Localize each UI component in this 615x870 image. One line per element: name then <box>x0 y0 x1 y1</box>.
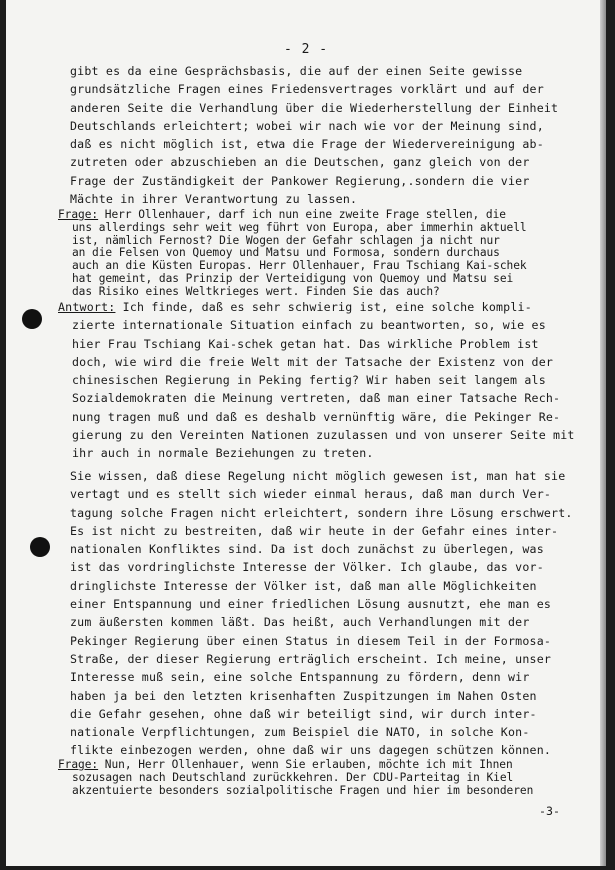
text-line: sozusagen nach Deutschland zurückkehren. Der CDU-Parteitag in Kiel <box>72 770 514 784</box>
text-line <box>58 759 568 772</box>
question-1 <box>58 209 568 299</box>
page-number: - 2 - <box>284 42 329 57</box>
text-line: Sozialdemokraten die Meinung vertreten, daß man einer Tatsache Rech- <box>72 391 561 406</box>
text-line: Interesse muß sein, eine solche Entspannung zu fördern, denn wir <box>70 670 530 685</box>
line-text: Herr Ollenhauer, darf ich nun eine zweite Frage stellen, die <box>98 208 506 221</box>
page-edge-shadow <box>600 0 606 866</box>
text-line: chinesischen Regierung in Peking fertig? Wir haben seit langem als <box>72 373 546 388</box>
speaker-label: Antwort: <box>58 300 116 314</box>
line-text: Ich finde, daß es sehr schwierig ist, eine solche kompli- <box>115 300 532 314</box>
text-line: anderen Seite die Verhandlung über die Wiederherstellung der Einheit <box>70 100 559 115</box>
text-line: hat gemeint, das Prinzip der Verteidigung von Quemoy und Matsu sei <box>72 271 514 285</box>
next-page-marker: -3- <box>539 804 560 818</box>
text-line: Straße, der dieser Regierung erträglich erscheint. Ich meine, unser <box>70 651 552 666</box>
punch-hole <box>22 309 42 329</box>
text-line: Sie wissen, daß diese Regelung nicht möglich gewesen ist, man hat sie <box>70 469 566 483</box>
text-line: uns allerdings sehr weit weg führt von Europa, aber immerhin aktuell <box>72 220 527 234</box>
text-line: das Risiko eines Weltkrieges wert. Finden Sie das auch? <box>72 284 440 298</box>
text-line: Deutschlands erleichtert; wobei wir nach wie vor der Meinung sind, <box>70 118 544 133</box>
text-line: dringlichste Interesse der Völker ist, daß man alle Möglichkeiten <box>70 578 537 593</box>
document-page <box>6 0 606 866</box>
text-line: zierte internationale Situation einfach zu beantworten, so, wie es <box>72 318 546 333</box>
paragraph-2 <box>70 467 580 760</box>
text-line: doch, wie wird die freie Welt mit der Tatsache der Existenz von der <box>72 354 554 369</box>
text-line: zum äußersten kommen läßt. Das heißt, auch Verhandlungen mit der <box>70 615 530 630</box>
text-line: ist, nämlich Fernost? Die Wogen der Gefahr schlagen ja nicht nur <box>72 233 500 247</box>
punch-hole <box>30 537 50 557</box>
text-line <box>58 298 568 316</box>
text-line: Mächte in ihrer Verantwortung zu lassen. <box>70 192 358 207</box>
text-line: haben ja bei den letzten krisenhaften Zuspitzungen im Nahen Osten <box>70 688 537 703</box>
text-line: auch an die Küsten Europas. Herr Ollenhauer, Frau Tschiang Kai-schek <box>72 259 527 273</box>
speaker-label: Frage: <box>58 758 99 771</box>
text-line: akzentuierte besonders sozialpolitische Fragen und hier im besonderen <box>72 783 534 797</box>
text-line: an die Felsen von Quemoy und Matsu und Formosa, sondern durchaus <box>72 246 500 260</box>
text-line: flikte einbezogen werden, ohne daß wir uns dagegen schützen können. <box>70 743 552 758</box>
text-line: nationalen Konfliktes sind. Da ist doch zunächst zu überlegen, was <box>70 542 544 557</box>
text-line: vertagt und es stellt sich wieder einmal heraus, daß man durch Ver- <box>70 487 552 502</box>
text-line: einer Entspannung und einer friedlichen Lösung ausnutzt, ehe man es <box>70 597 552 612</box>
text-line: gierung zu den Vereinten Nationen zuzulassen und von unserer Seite mit <box>72 428 575 443</box>
question-2 <box>58 759 568 797</box>
text-line: nung tragen muß und daß es deshalb vernünftig wäre, die Pekinger Re- <box>72 409 561 424</box>
answer <box>58 298 575 463</box>
text-line: ihr auch in normale Beziehungen zu treten. <box>72 446 374 461</box>
text-line: Frage der Zuständigkeit der Pankower Regierung,.sondern die vier <box>70 173 530 188</box>
text-line: daß es nicht möglich ist, etwa die Frage der Wiedervereinigung ab- <box>70 137 544 152</box>
speaker-label: Frage: <box>58 208 99 221</box>
text-line: die Gefahr gesehen, ohne daß wir beteiligt sind, wir durch inter- <box>70 706 537 721</box>
text-line: grundsätzliche Fragen eines Friedensvertrages vorklärt und auf der <box>70 82 544 97</box>
paragraph-1 <box>70 62 580 208</box>
text-line: zutreten oder abzuschieben an die Deutschen, ganz gleich von der <box>70 155 530 170</box>
text-line: Pekinger Regierung über einen Status in diesem Teil in der Formosa- <box>70 633 552 648</box>
text-line <box>58 209 568 222</box>
text-line: nationale Verpflichtungen, zum Beispiel die NATO, in solche Kon- <box>70 725 530 740</box>
text-line: tagung solche Fragen nicht erleichtert, sondern ihre Lösung erschwert. <box>70 505 573 520</box>
text-line: hier Frau Tschiang Kai-schek getan hat. Das wirkliche Problem ist <box>72 336 539 351</box>
line-text: Nun, Herr Ollenhauer, wenn Sie erlauben, möchte ich mit Ihnen <box>98 758 513 771</box>
text-line: gibt es da eine Gesprächsbasis, die auf der einen Seite gewisse <box>70 64 523 78</box>
text-line: ist das vordringlichste Interesse der Völker. Ich glaube, das vor- <box>70 560 544 575</box>
text-line: Es ist nicht zu bestreiten, daß wir heute in der Gefahr eines inter- <box>70 523 559 538</box>
